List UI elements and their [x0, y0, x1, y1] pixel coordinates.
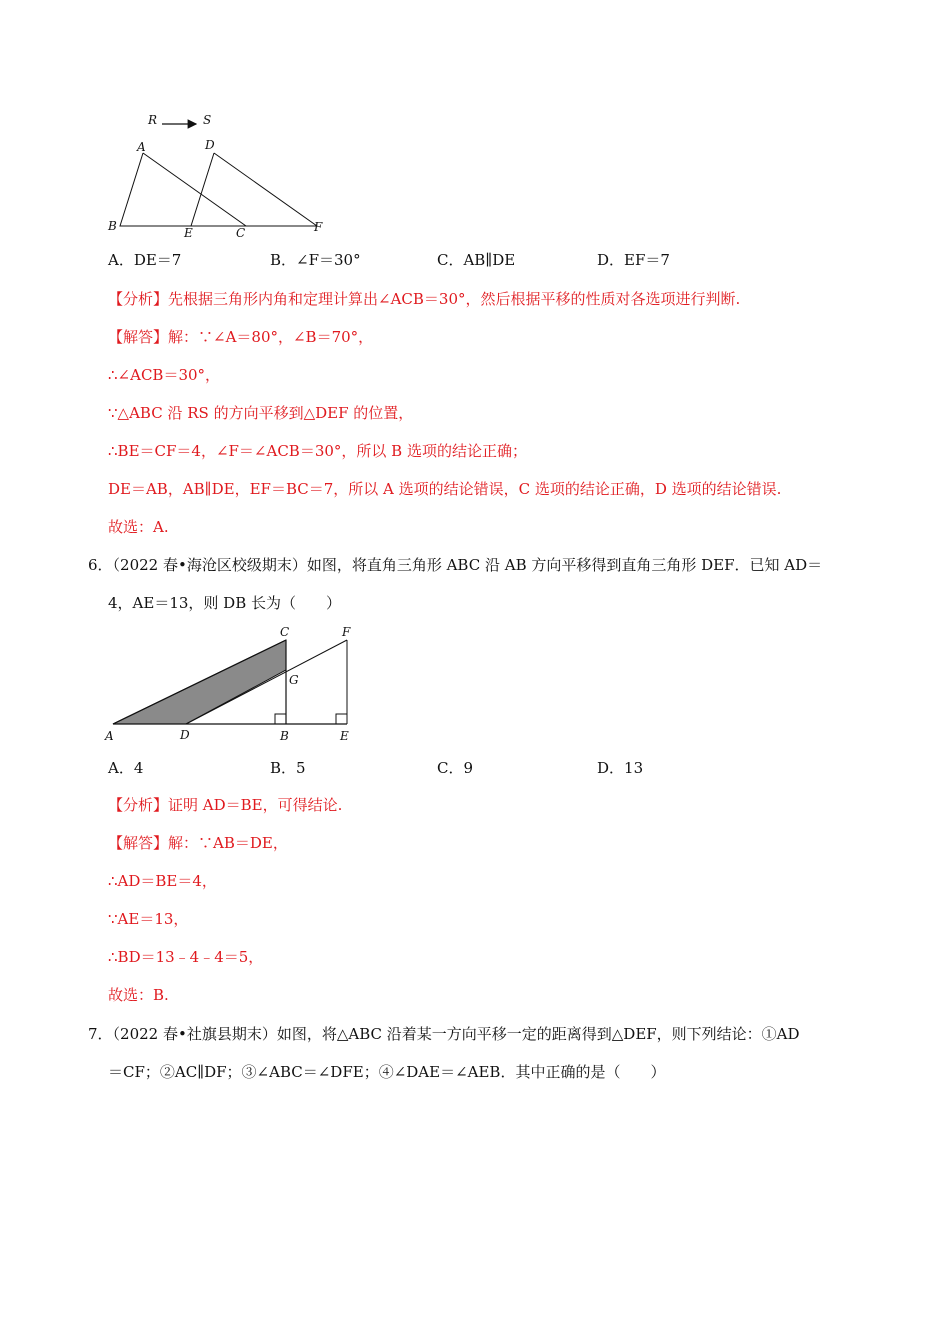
label-d2: D: [180, 728, 190, 742]
q5-option-c: C．AB∥DE: [437, 251, 516, 269]
label-r: R: [148, 113, 158, 127]
q5-option-a: A．DE＝7: [108, 251, 182, 269]
q6-option-d: D．13: [597, 759, 644, 777]
right-angle-b: [275, 714, 286, 724]
q5-option-b: B．∠F＝30°: [270, 251, 361, 269]
label-s: S: [203, 113, 212, 127]
label-a: A: [137, 140, 146, 154]
label-e: E: [184, 226, 193, 240]
label-c: C: [236, 226, 246, 240]
q6-solution-5: 故选：B.: [108, 986, 169, 1004]
q6-option-c: C．9: [437, 759, 474, 777]
label-f: F: [314, 220, 323, 234]
q5-solution-6: 故选：A.: [108, 518, 169, 536]
q5-solution-1: 【解答】解：∵∠A＝80°，∠B＝70°，: [108, 328, 374, 346]
q7-stem-line-1: 7．（2022 春•社旗县期末）如图，将△ABC 沿着某一方向平移一定的距离得到△DEF，则下列结论：①AD: [88, 1025, 800, 1043]
q5-option-d: D．EF＝7: [597, 251, 670, 269]
label-c2: C: [280, 625, 290, 639]
q6-stem-line-1: 6．（2022 春•海沧区校级期末）如图，将直角三角形 ABC 沿 AB 方向平移得到直角三角形 DEF．已知 AD＝: [88, 556, 823, 574]
q5-solution-5: DE＝AB，AB∥DE，EF＝BC＝7，所以 A 选项的结论错误，C 选项的结论正确，D 选项的结论错误.: [108, 480, 782, 498]
label-f2: F: [342, 625, 351, 639]
q6-solution-2: ∴AD＝BE＝4，: [108, 872, 217, 890]
q6-solution-3: ∵AE＝13，: [108, 910, 189, 928]
q6-solution-1: 【解答】解：∵AB＝DE，: [108, 834, 288, 852]
label-a2: A: [105, 729, 114, 743]
label-e2: E: [340, 729, 349, 743]
label-g2: G: [289, 673, 299, 687]
right-angle-e: [336, 714, 347, 724]
q5-solution-2: ∴∠ACB＝30°，: [108, 366, 221, 384]
label-b: B: [108, 219, 117, 233]
q5-solution-3: ∵△ABC 沿 RS 的方向平移到△DEF 的位置，: [108, 404, 414, 422]
q5-solution-4: ∴BE＝CF＝4，∠F＝∠ACB＝30°，所以 B 选项的结论正确；: [108, 442, 527, 460]
q5-analysis: 【分析】先根据三角形内角和定理计算出∠ACB＝30°，然后根据平移的性质对各选项进行判断.: [108, 290, 741, 308]
q6-stem-line-2: 4，AE＝13，则 DB 长为（ ）: [108, 594, 341, 612]
label-d: D: [205, 138, 215, 152]
q6-analysis: 【分析】证明 AD＝BE，可得结论.: [108, 796, 343, 814]
q6-option-b: B．5: [270, 759, 306, 777]
q6-solution-4: ∴BD＝13﹣4﹣4＝5，: [108, 948, 264, 966]
q7-stem-line-2: ＝CF；②AC∥DF；③∠ABC＝∠DFE；④∠DAE＝∠AEB．其中正确的是（ ）: [108, 1063, 666, 1081]
label-b2: B: [280, 729, 289, 743]
q6-option-a: A．4: [108, 759, 144, 777]
